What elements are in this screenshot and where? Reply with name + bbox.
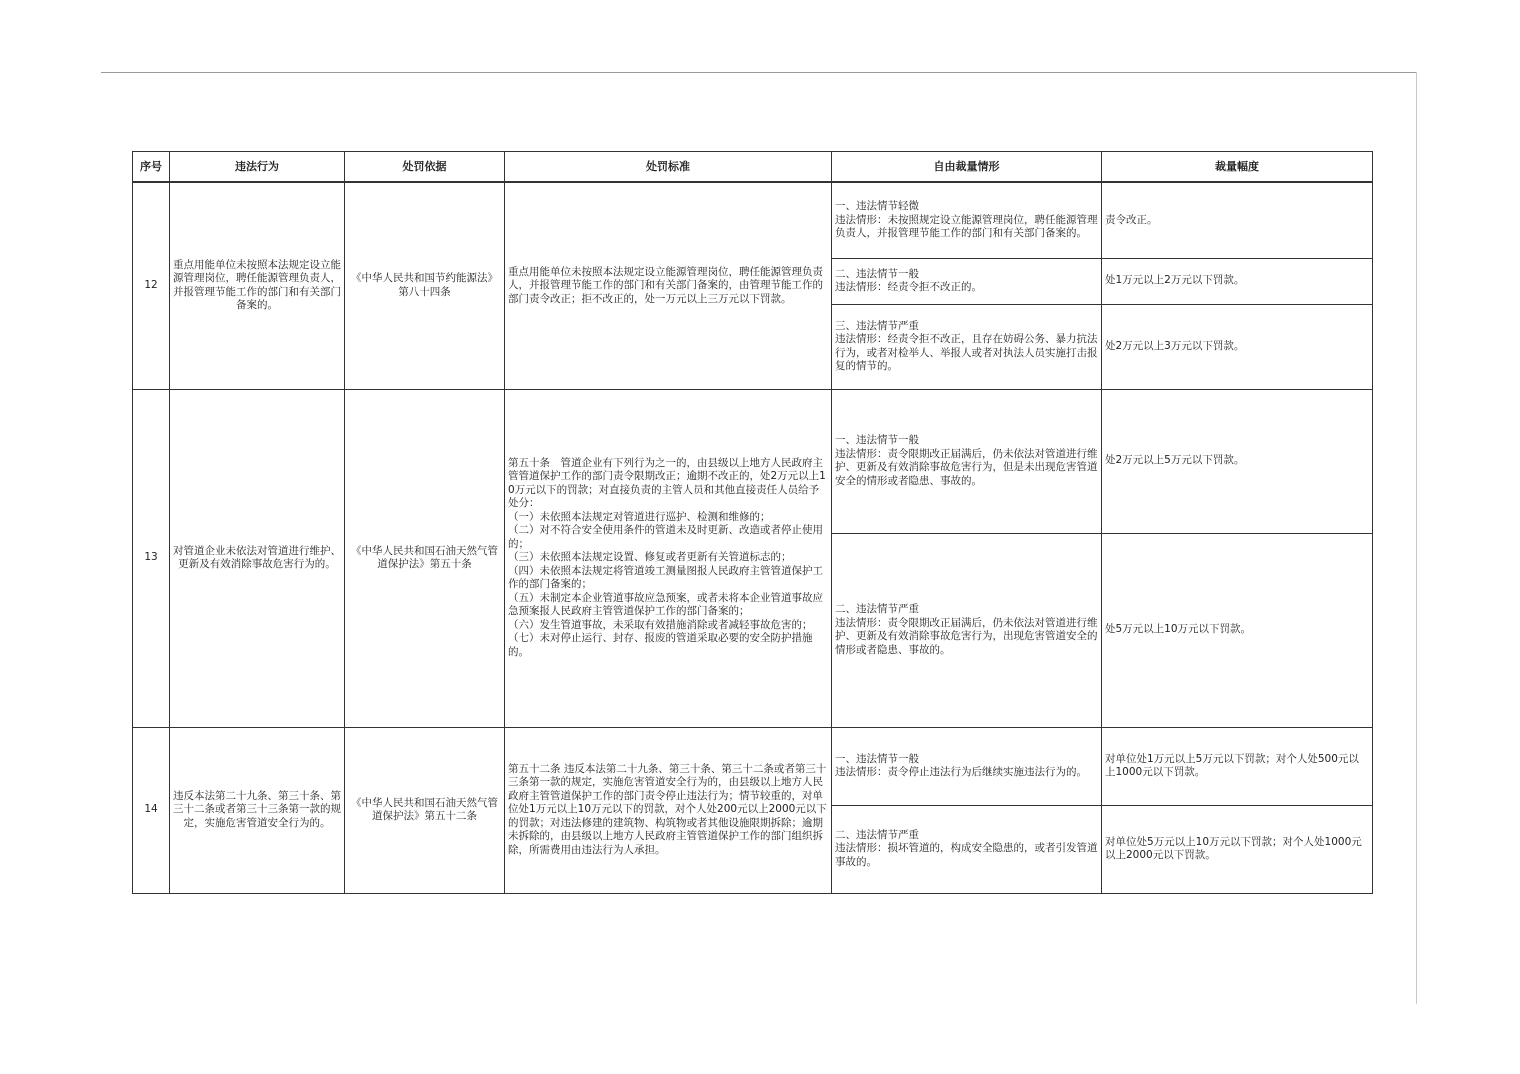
- range-cell: 责令改正。: [1102, 182, 1373, 258]
- top-rule: [101, 72, 1417, 73]
- table-row: [133, 727, 1373, 805]
- header-row: [133, 152, 1373, 183]
- row-no: 13: [133, 389, 170, 727]
- row-no: 12: [133, 182, 170, 389]
- case-desc: 违法情形：责令停止违法行为后继续实施违法行为的。: [835, 766, 1087, 778]
- table-row: [133, 389, 1373, 533]
- range-cell: 处2万元以上3万元以下罚款。: [1102, 304, 1373, 389]
- case-desc: 违法情形：经责令拒不改正，且存在妨碍公务、暴力抗法行为，或者对检举人、举报人或者对执法人员实施打击报复的情节的。: [835, 333, 1098, 372]
- case-cell: [832, 727, 1102, 805]
- case-title: 二、违法情节一般: [835, 267, 919, 280]
- range-cell: 处5万元以上10万元以下罚款。: [1102, 533, 1373, 727]
- header-standard: 处罚标准: [505, 152, 832, 183]
- range-cell: 对单位处5万元以上10万元以下罚款；对个人处1000元以上2000元以下罚款。: [1102, 805, 1373, 893]
- table-row: [133, 182, 1373, 258]
- header-act: 违法行为: [170, 152, 345, 183]
- range-cell: 处2万元以上5万元以下罚款。: [1102, 389, 1373, 533]
- right-rule: [1416, 72, 1417, 1004]
- case-title: 三、违法情节严重: [835, 319, 919, 332]
- case-cell: [832, 805, 1102, 893]
- case-cell: [832, 258, 1102, 304]
- row-standard: 第五十条 管道企业有下列行为之一的，由县级以上地方人民政府主管管道保护工作的部门责令限期改正；逾期不改正的，处2万元以上10万元以下的罚款；对直接负责的主管人员和其他直接责任人员给予处分： （一）未依照本法规定对管道进行巡护、检测和维修的； （二）对不符合安全使用条件的管道未及时更新、改造或者停止使用的； （三）未依照本法规定设置、修复或者更新有关管道标志的； （四）未依照本法规定将管道竣工测量图报人民政府主管管道保护工作的部门备案的； （五）未制定本企业管道事故应急预案，或者未将本企业管道事故应急预案报人民政府主管管道保护工作的部门备案的； （六）发生管道事故，未采取有效措施消除或者减轻事故危害的； （七）未对停止运行、封存、报废的管道采取必要的安全防护措施的。: [505, 389, 832, 727]
- header-case: 自由裁量情形: [832, 152, 1102, 183]
- row-standard: 第五十二条 违反本法第二十九条、第三十条、第三十二条或者第三十三条第一款的规定，实施危害管道安全行为的，由县级以上地方人民政府主管管道保护工作的部门责令停止违法行为；情节较重的，对单位处1万元以上10万元以下的罚款，对个人处200元以上2000元以下的罚款；对违法修建的建筑物、构筑物或者其他设施限期拆除；逾期未拆除的，由县级以上地方人民政府主管管道保护工作的部门组织拆除，所需费用由违法行为人承担。: [505, 727, 832, 893]
- row-basis: 《中华人民共和国石油天然气管道保护法》第五十二条: [345, 727, 505, 893]
- range-cell: 处1万元以上2万元以下罚款。: [1102, 258, 1373, 304]
- case-title: 一、违法情节一般: [835, 434, 919, 446]
- case-title: 二、违法情节严重: [835, 603, 919, 615]
- case-desc: 违法情形：责令限期改正届满后，仍未依法对管道进行维护、更新及有效消除事故危害行为，但是未出现危害管道安全的情形或者隐患、事故的。: [835, 447, 1098, 487]
- case-title: 二、违法情节严重: [835, 828, 919, 841]
- header-no: 序号: [133, 152, 170, 183]
- case-desc: 违法情形：责令限期改正届满后，仍未依法对管道进行维护、更新及有效消除事故危害行为，出现危害管道安全的情形或者隐患、事故的。: [835, 616, 1098, 656]
- case-desc: 违法情形：未按照规定设立能源管理岗位，聘任能源管理负责人，并报管理节能工作的部门和有关部门备案的。: [835, 213, 1098, 239]
- row-act: 对管道企业未依法对管道进行维护、更新及有效消除事故危害行为的。: [170, 389, 345, 727]
- header-range: 裁量幅度: [1102, 152, 1373, 183]
- case-cell: [832, 389, 1102, 533]
- case-title: 一、违法情节轻微: [835, 200, 919, 212]
- case-desc: 违法情形：损坏管道的，构成安全隐患的，或者引发管道事故的。: [835, 842, 1098, 868]
- range-cell: 对单位处1万元以上5万元以下罚款；对个人处500元以上1000元以下罚款。: [1102, 727, 1373, 805]
- row-no: 14: [133, 727, 170, 893]
- case-desc: 违法情形：经责令拒不改正的。: [835, 281, 982, 293]
- row-act: 重点用能单位未按照本法规定设立能源管理岗位，聘任能源管理负责人，并报管理节能工作的部门和有关部门备案的。: [170, 182, 345, 389]
- case-cell: [832, 533, 1102, 727]
- row-standard: 重点用能单位未按照本法规定设立能源管理岗位，聘任能源管理负责人，并报管理节能工作的部门和有关部门备案的，由管理节能工作的部门责令改正；拒不改正的，处一万元以上三万元以下罚款。: [505, 182, 832, 389]
- row-basis: 《中华人民共和国石油天然气管道保护法》第五十条: [345, 389, 505, 727]
- row-act: 违反本法第二十九条、第三十条、第三十二条或者第三十三条第一款的规定，实施危害管道安全行为的。: [170, 727, 345, 893]
- case-cell: [832, 304, 1102, 389]
- header-basis: 处罚依据: [345, 152, 505, 183]
- row-basis: 《中华人民共和国节约能源法》第八十四条: [345, 182, 505, 389]
- case-title: 一、违法情节一般: [835, 752, 919, 765]
- case-cell: [832, 182, 1102, 258]
- penalty-table: [132, 151, 1373, 894]
